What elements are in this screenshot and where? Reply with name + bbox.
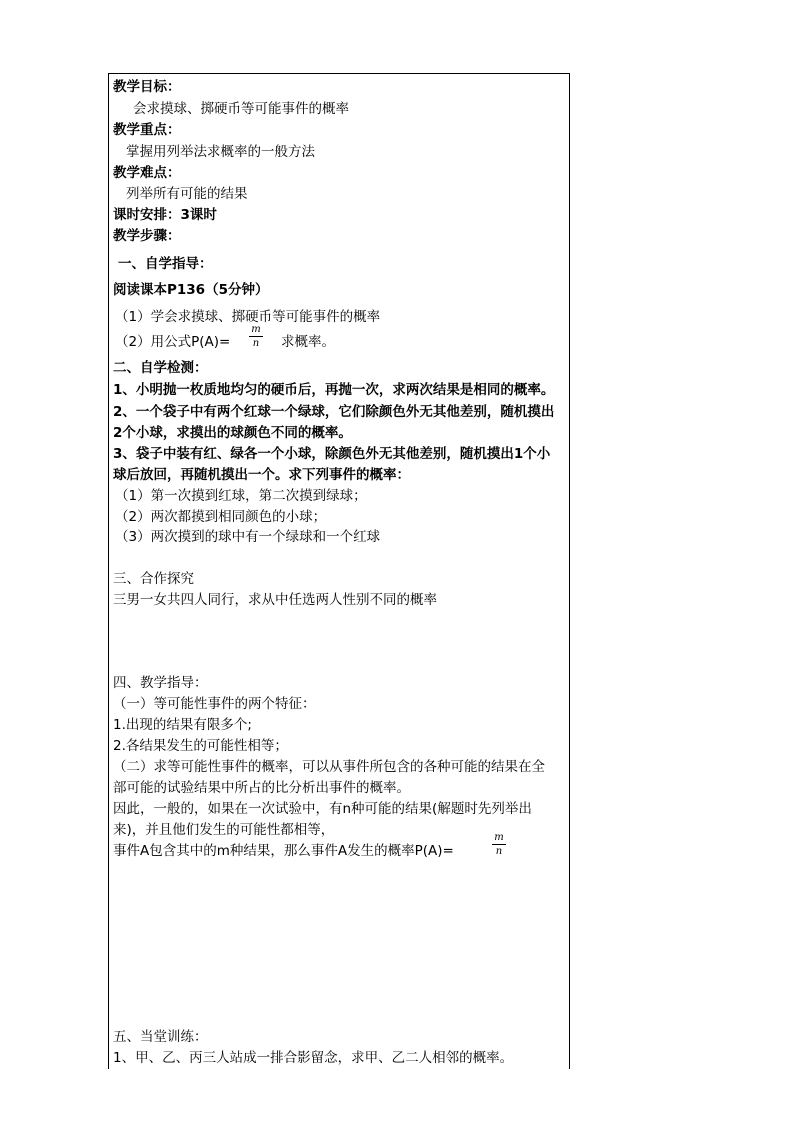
feature-2: 2.各结果发生的可能性相等； bbox=[113, 738, 288, 754]
practice-1: 1、甲、乙、丙三人站成一排合影留念，求甲、乙二人相邻的概率。 bbox=[113, 1050, 514, 1066]
fraction-denominator: n bbox=[495, 846, 503, 857]
fraction-bar bbox=[249, 336, 263, 337]
objective-2-suffix: 求概率。 bbox=[281, 334, 335, 350]
general-rule-line3: 事件A包含其中的m种结果，那么事件A发生的概率P(A)= bbox=[113, 843, 454, 859]
difficulties-text: 列举所有可能的结果 bbox=[126, 186, 248, 202]
class-hours: 课时安排：3课时 bbox=[113, 207, 217, 223]
section-1-heading: 一、自学指导： bbox=[118, 256, 213, 272]
section-5-heading: 五、当堂训练： bbox=[113, 1029, 208, 1045]
cooperative-task: 三男一女共四人同行，求从中任选两人性别不同的概率 bbox=[113, 592, 437, 608]
fraction-denominator: n bbox=[252, 338, 260, 349]
heading-teaching-goals: 教学目标： bbox=[113, 79, 181, 95]
general-rule-line2: 来)，并且他们发生的可能性都相等， bbox=[113, 822, 335, 838]
objective-2-prefix: （2）用公式P(A)= bbox=[115, 334, 231, 350]
exercise-3-part2: （2）两次都摸到相同颜色的小球； bbox=[115, 509, 327, 525]
exercise-2-line2: 2个小球，求摸出的球颜色不同的概率。 bbox=[113, 425, 352, 441]
exercise-2-line1: 2、一个袋子中有两个红球一个绿球，它们除颜色外无其他差别，随机摸出 bbox=[113, 404, 555, 420]
section-3-heading: 三、合作探究 bbox=[113, 571, 194, 587]
reading-assignment: 阅读课本P136（5分钟） bbox=[113, 282, 269, 298]
section-4-heading: 四、教学指导： bbox=[113, 675, 208, 691]
key-points-text: 掌握用列举法求概率的一般方法 bbox=[126, 144, 315, 160]
exercise-1: 1、小明抛一枚质地均匀的硬币后，再抛一次，求两次结果是相同的概率。 bbox=[113, 382, 555, 398]
heading-teaching-steps: 教学步骤： bbox=[113, 228, 181, 244]
guidance-part-1-heading: （一）等可能性事件的两个特征： bbox=[113, 696, 316, 712]
general-rule-line1: 因此，一般的，如果在一次试验中，有n种可能的结果(解题时先列举出 bbox=[113, 801, 532, 817]
exercise-3-part3: （3）两次摸到的球中有一个绿球和一个红球 bbox=[115, 529, 381, 545]
objective-1: （1）学会求摸球、掷硬币等可能事件的概率 bbox=[115, 309, 381, 325]
exercise-3-line1: 3、袋子中装有红、绿各一个小球，除颜色外无其他差别，随机摸出1个小 bbox=[113, 446, 551, 462]
exercise-3-part1: （1）第一次摸到红球，第二次摸到绿球； bbox=[115, 488, 367, 504]
fraction-m-over-n bbox=[492, 832, 506, 857]
fraction-numerator: m bbox=[494, 832, 504, 843]
guidance-part-2-line2: 部可能的试验结果中所占的比分析出事件的概率。 bbox=[113, 780, 410, 796]
guidance-part-2-line1: （二）求等可能性事件的概率，可以从事件所包含的各种可能的结果在全 bbox=[113, 759, 545, 775]
heading-key-points: 教学重点： bbox=[113, 122, 181, 138]
fraction-bar bbox=[492, 844, 506, 845]
fraction-numerator: m bbox=[251, 324, 261, 335]
teaching-goals-text: 会求摸球、掷硬币等可能事件的概率 bbox=[133, 101, 349, 117]
fraction-m-over-n bbox=[249, 324, 263, 349]
feature-1: 1.出现的结果有限多个; bbox=[113, 717, 252, 733]
section-2-heading: 二、自学检测： bbox=[113, 360, 208, 376]
exercise-3-line2: 球后放回，再随机摸出一个。求下列事件的概率： bbox=[113, 467, 410, 483]
heading-difficulties: 教学难点： bbox=[113, 165, 181, 181]
